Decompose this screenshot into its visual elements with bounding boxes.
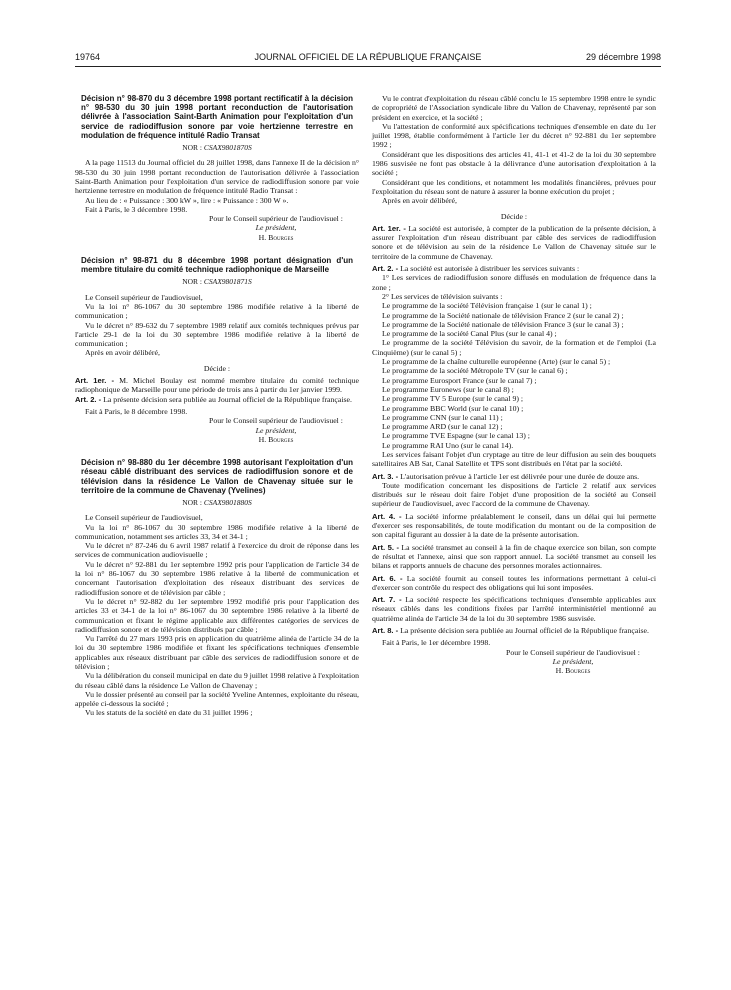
nor-code: CSAX9801880S xyxy=(203,497,252,507)
program-item: Le programme de la chaîne culturelle européenne (Arte) (sur le canal 5) ; xyxy=(382,357,611,367)
program-item: Le programme de la société Télévision française 1 (sur le canal 1) ; xyxy=(382,301,592,311)
article-text: La présente décision sera publiée au Journal officiel de la République française. xyxy=(400,626,649,636)
journal-title: JOURNAL OFFICIEL DE LA RÉPUBLIQUE FRANÇAISE xyxy=(254,52,482,62)
nor-label: NOR : xyxy=(182,143,202,153)
page-header xyxy=(75,52,661,66)
paragraph: Vu le contrat d'exploitation du réseau câblé conclu le 15 septembre 1998 entre le syndic de copropriété de l'Association syndicale libre du Vallon de Chavenay, représenté par son président en exercice, et la société ; xyxy=(372,94,656,122)
program-item: Le programme TVE Espagne (sur le canal 13) ; xyxy=(382,431,530,441)
decision-98-880 xyxy=(75,458,359,718)
nor-reference xyxy=(75,498,359,507)
article-label: Art. 1er. - xyxy=(75,376,115,386)
signature-title: Le président, xyxy=(552,656,594,666)
paragraph: 2° Les services de télévision suivants : xyxy=(382,291,503,301)
program-item: Le programme ARD (sur le canal 12) ; xyxy=(382,422,503,432)
paragraph: Vu le décret n° 89-632 du 7 septembre 1989 relatif aux comités techniques prévus par l'article 29-1 de la loi du 30 septembre 1986 modifiée relative à la liberté de communication ; xyxy=(75,320,359,349)
paragraph: Vu le dossier présenté au conseil par la société Yveline Antennes, exploitante du réseau, appelée ci-dessous la société ; xyxy=(75,689,359,709)
article-text: La société est autorisée, à compter de la publication de la présente décision, à assurer l'exploitation d'un réseau distribuant par câble des services de radiodiffusion sonore et de télévision au sein de la résidence Le Vallon de Chavenay située sur le territoire de la commune de Chavenay. xyxy=(372,223,656,261)
left-column xyxy=(75,94,359,718)
done-at: Fait à Paris, le 1er décembre 1998. xyxy=(382,638,491,648)
right-column xyxy=(372,94,656,676)
paragraph: Vu la délibération du conseil municipal en date du 9 juillet 1998 relative à l'exploitation du réseau câblé dans la résidence Le Vallon de Chavenay ; xyxy=(75,671,359,690)
article-label: Art. 5. - xyxy=(372,542,399,552)
paragraph: Le Conseil supérieur de l'audiovisuel, xyxy=(85,292,203,302)
article-text: La présente décision sera publiée au Journal officiel de la République française. xyxy=(103,394,352,404)
program-item: Le programme TV 5 Europe (sur le canal 9) ; xyxy=(382,394,524,404)
paragraph: A la page 11513 du Journal officiel du 28 juillet 1998, dans l'annexe II de la décision n° 98-530 du 30 juin 1998 portant reconduction de l'autorisation délivrée à l'association Saint-Barth Animation pour l'exploitation d'un service de radiodiffusion sonore par voie hertzienne terrestre en modulation de fréquence intitulé Radio Transat : xyxy=(75,158,359,196)
done-at: Fait à Paris, le 8 décembre 1998. xyxy=(85,406,188,416)
program-item: Le programme de la Société nationale de télévision France 2 (sur le canal 2) ; xyxy=(382,310,624,320)
decision-title: Décision n° 98-871 du 8 décembre 1998 portant désignation d'un membre titulaire du comité technique radiophonique de Marseille xyxy=(81,255,353,275)
signature-block xyxy=(372,648,656,676)
decision-title: Décision n° 98-880 du 1er décembre 1998 autorisant l'exploitation d'un réseau câblé distribuant des services de radiodiffusion sonore et de télévision dans la résidence Le Vallon de Chavenay située sur le territoire de la commune de Chavenay (Yvelines) xyxy=(81,458,353,495)
article-text: La société fournit au conseil toutes les informations permettant à celui-ci d'exercer son contrôle du respect des obligations qui lui sont imposées. xyxy=(372,573,656,592)
decision-98-871 xyxy=(75,256,359,444)
paragraph: Vu les statuts de la société en date du 31 juillet 1996 ; xyxy=(85,708,253,718)
done-at: Fait à Paris, le 3 décembre 1998. xyxy=(85,204,188,214)
program-item: Le programme de la Société nationale de télévision France 3 (sur le canal 3) ; xyxy=(382,319,624,329)
signature-role: Pour le Conseil supérieur de l'audiovisuel : xyxy=(209,416,343,426)
program-item: Le programme Eurosport France (sur le canal 7) ; xyxy=(382,375,537,385)
program-item: Le programme RAI Uno (sur le canal 14). xyxy=(382,440,514,450)
article-text: L'autorisation prévue à l'article 1er est délivrée pour une durée de douze ans. xyxy=(400,471,640,481)
paragraph: Considérant que les dispositions des articles 41, 41-1 et 41-2 de la loi du 30 septembre 1986 susvisée ne font pas obstacle à la délivrance d'une autorisation d'exploitation à la société ; xyxy=(372,149,656,178)
program-item: Le programme Euronews (sur le canal 8) ; xyxy=(382,384,514,394)
article-label: Art. 4. - xyxy=(372,511,402,521)
article xyxy=(372,574,656,593)
program-item: Le programme de la société Télévision du savoir, de la formation et de l'emploi (La Cinquième) (sur le canal 5) ; xyxy=(372,338,656,357)
article-text: La société est autorisée à distribuer les services suivants : xyxy=(400,264,580,274)
article xyxy=(372,543,656,571)
paragraph: Considérant que les conditions, et notamment les modalités financières, prévues pour l'exploitation du réseau sont de nature à assurer la bonne exécution du projet ; xyxy=(372,177,656,196)
paragraph: Après en avoir délibéré, xyxy=(85,348,160,358)
nor-label: NOR : xyxy=(182,277,202,287)
program-item: Le programme de la société Métropole TV (sur le canal 6) ; xyxy=(382,366,568,376)
page-number: 19764 xyxy=(75,52,101,62)
paragraph: Après en avoir délibéré, xyxy=(382,196,457,206)
program-item: Le programme de la société Canal Plus (sur le canal 4) ; xyxy=(382,329,557,339)
paragraph: Les services faisant l'objet d'un cryptage au titre de leur diffusion au sein des bouquets satellitaires AB Sat, Canal Satellite et TPS sont distribués en l'état par la société. xyxy=(372,449,656,469)
signature-title: Le président, xyxy=(255,425,297,435)
article-text: La société transmet au conseil à la fin de chaque exercice son bilan, son compte de résultat et l'annexe, ainsi que son rapport annuel. La société transmet au conseil les bilans et rapports annuels de chacune des personnes morales actionnaires. xyxy=(372,542,656,571)
signature-block xyxy=(75,214,359,242)
signature-name: H. Bourges xyxy=(258,232,294,242)
article xyxy=(75,376,359,395)
paragraph: 1° Les services de radiodiffusion sonore diffusés en modulation de fréquence dans la zone ; xyxy=(372,273,656,292)
article-label: Art. 1er. - xyxy=(372,223,406,233)
header-rule xyxy=(75,66,661,67)
nor-label: NOR : xyxy=(182,497,202,507)
program-item: Le programme CNN (sur le canal 11) ; xyxy=(382,412,503,422)
decide-heading: Décide : xyxy=(203,363,231,373)
paragraph: Au lieu de : « Puissance : 300 kW », lire : « Puissance : 300 W ». xyxy=(85,195,289,205)
signature-name: H. Bourges xyxy=(258,434,294,444)
program-list xyxy=(372,301,656,450)
paragraph: Vu le décret n° 87-246 du 6 avril 1987 relatif à l'exercice du droit de réponse dans les services de communication audiovisuelle ; xyxy=(75,541,359,560)
decision-title: Décision n° 98-870 du 3 décembre 1998 portant rectificatif à la décision n° 98-530 du 30 juin 1998 portant reconduction de l'autorisation délivrée à l'association Saint-Barth Animation pour l'exploitation d'un service de radiodiffusion sonore par voie hertzienne terrestre en modulation de fréquence intitulé Radio Transat xyxy=(81,94,353,140)
signature-role: Pour le Conseil supérieur de l'audiovisuel : xyxy=(506,647,640,657)
article-label: Art. 7. - xyxy=(372,595,402,605)
signature-block xyxy=(75,416,359,444)
signature-title: Le président, xyxy=(255,223,297,233)
signature-role: Pour le Conseil supérieur de l'audiovisuel : xyxy=(209,214,343,224)
decision-98-870 xyxy=(75,94,359,242)
article-label: Art. 3. - xyxy=(372,471,399,481)
program-item: Le programme BBC World (sur le canal 10) ; xyxy=(382,403,524,413)
signature-name: H. Bourges xyxy=(555,666,591,676)
article xyxy=(75,395,359,404)
article-label: Art. 8. - xyxy=(372,626,399,636)
paragraph: Le Conseil supérieur de l'audiovisuel, xyxy=(85,513,203,523)
article-label: Art. 6. - xyxy=(372,573,403,583)
nor-code: CSAX9801870S xyxy=(203,143,252,153)
article-text: La société informe préalablement le conseil, dans un délai qui lui permette d'exercer ses responsabilités, de toute modification du montant ou de la composition de son capital figurant au dossier à la date de la présente autorisation. xyxy=(372,511,656,540)
article xyxy=(372,472,656,481)
paragraph: Toute modification concernant les dispositions de l'article 2 relatif aux services distribués sur le réseau doit faire l'objet d'une proposition de la société au Conseil supérieur de l'audiovisuel, avec l'accord de la commune de Chavenay. xyxy=(372,480,656,509)
nor-reference xyxy=(75,277,359,286)
paragraph: Vu l'attestation de conformité aux spécifications techniques d'ensemble en date du 1er juillet 1998, établie conformément à l'article 1er du décret n° 92-881 du 1er septembre 1992 ; xyxy=(372,121,656,150)
paragraph: Vu le décret n° 92-881 du 1er septembre 1992 pris pour l'application de l'article 34 de la loi n° 86-1067 du 30 septembre 1986 relative à la liberté de communication et concernant l'autorisation d'exploitation des réseaux distribuant des services de radiodiffusion sonore et de télévision par câble ; xyxy=(75,559,359,597)
paragraph: Vu l'arrêté du 27 mars 1993 pris en application du quatrième alinéa de l'article 34 de la loi du 30 septembre 1986 modifiée et fixant les spécifications techniques d'ensemble applicables aux réseaux distribuant par câble des services de radiodiffusion sonore et de télévision ; xyxy=(75,634,359,671)
nor-code: CSAX9801871S xyxy=(203,277,252,287)
article xyxy=(372,512,656,540)
paragraph: Vu le décret n° 92-882 du 1er septembre 1992 modifié pris pour l'application des articles 33 et 34-1 de la loi n° 86-1067 du 30 septembre 1986 relative à la liberté de communication et fixant le régime applicable aux différentes catégories de services de radiodiffusion sonore et de télévision distribués par câble ; xyxy=(75,596,359,634)
article-text: M. Michel Boulay est nommé membre titulaire du comité technique radiophonique de Marseille pour une période de trois ans à partir du 1er janvier 1999. xyxy=(75,376,359,395)
issue-date: 29 décembre 1998 xyxy=(585,52,661,62)
nor-reference xyxy=(75,143,359,152)
paragraph: Vu la loi n° 86-1067 du 30 septembre 1986 modifiée relative à la liberté de communication, notamment ses articles 33, 34 et 34-1 ; xyxy=(75,522,359,541)
decide-heading: Décide : xyxy=(500,211,528,221)
article xyxy=(372,264,656,273)
article xyxy=(372,595,656,623)
article xyxy=(372,626,656,635)
article-text: La société respecte les spécifications techniques d'ensemble applicables aux réseaux câblés dans les conditions fixées par l'arrêté interministériel mentionné au quatrième alinéa de l'article 34 de la loi du 30 septembre 1986 susvisée. xyxy=(372,595,656,623)
paragraph: Vu la loi n° 86-1067 du 30 septembre 1986 modifiée relative à la liberté de communication ; xyxy=(75,301,359,321)
article-label: Art. 2. - xyxy=(372,264,399,274)
article xyxy=(372,224,656,261)
article-label: Art. 2. - xyxy=(75,394,102,404)
